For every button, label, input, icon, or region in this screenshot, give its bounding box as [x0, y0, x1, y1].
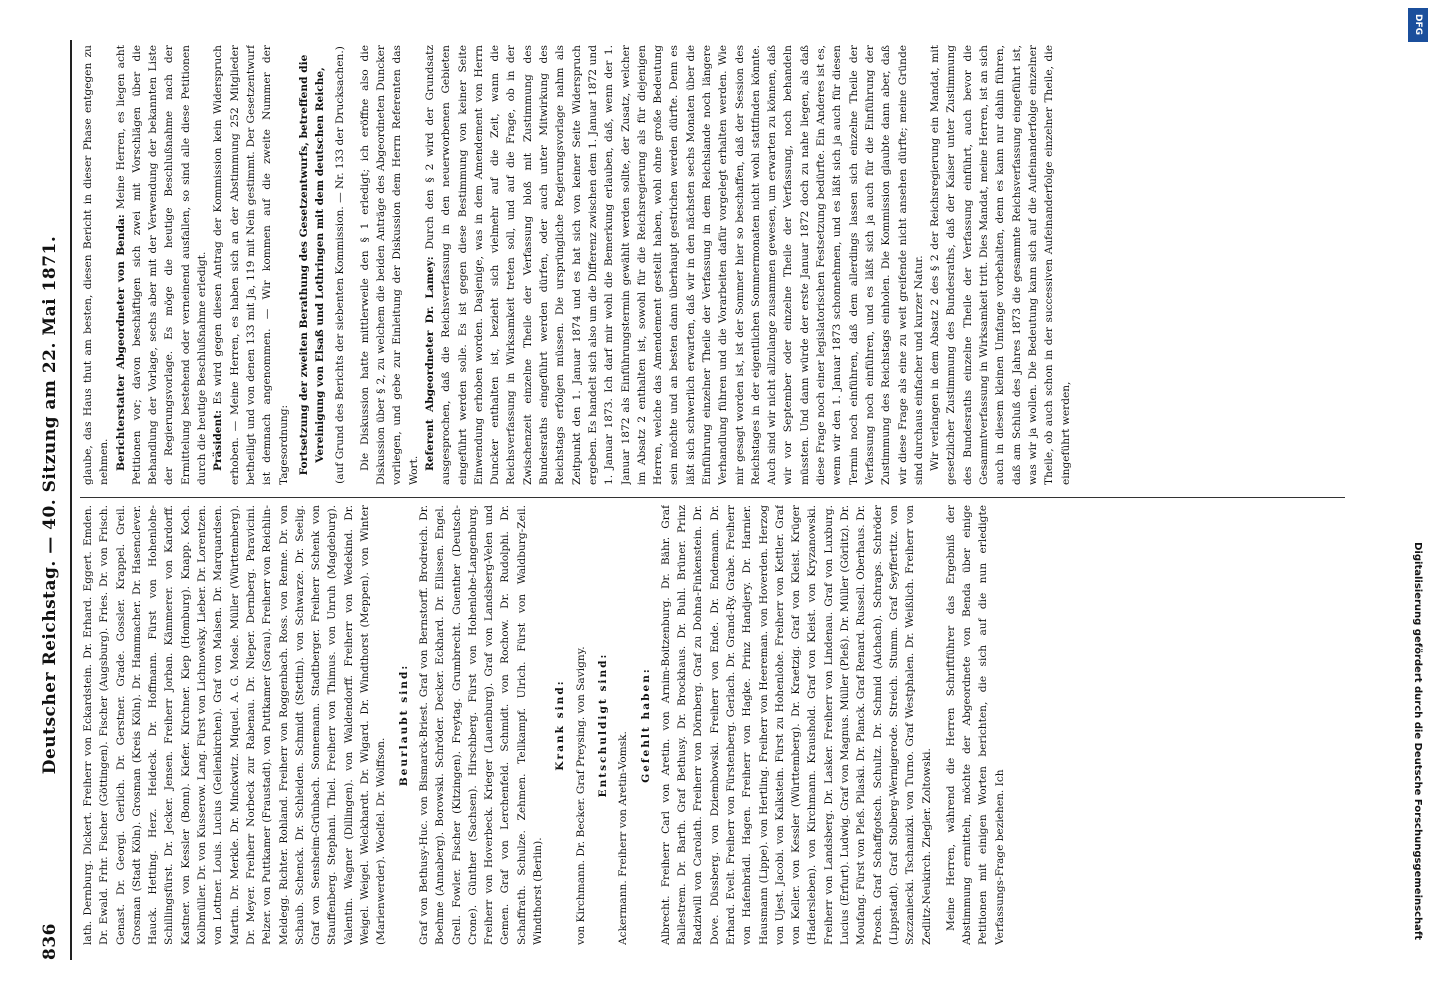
- paragraph-benda: [113, 45, 211, 485]
- agenda-reference: (auf Grund des Berichts der siebenten Kommission. — Nr. 133 der Drucksachen.): [334, 46, 347, 484]
- leave-members-list: Graf von Bethusy-Huc. von Bismarck-Briest. Graf von Bernstorff. Brodreich. Dr. Boehme (Annaberg). Borowski. Schröder. Decker. Eckhard. Dr. Ellissen. Engel. Grell. Fowler. Fischer (Kitzingen). Freytag. Grumbrecht. Guenther (Deutsch-Crone). Günther (Sachsen). Hirschberg. Fürst von Hohenlohe-Langenburg. Freiherr von Hoverbeck. Krieger (Lauenburg). Graf von Landsberg-Velen und Gemen. Graf von Lerchenfeld. Schmidt. von Rochow. Dr. Rudolphi. Dr. Schaffrath. Schulze. Zehmen. Tellkampf. Ulrich. Fürst von Waldburg-Zeil. Windthorst (Berlin).: [417, 505, 545, 945]
- section-heading-absent: Gefehlt haben:: [639, 667, 652, 783]
- running-title: Deutscher Reichstag. — 40. Sitzung am 22. Mai 1871.: [40, 235, 60, 775]
- paragraph-mandate: Wir verlangen in dem Absatz 2 des § 2 der Reichsregierung ein Mandat, mit gesetzlicher Zustimmung des Bundesraths, daß der Kaiser unter Zustimmung des Bundesraths einzelne Theile der Verfassung einführt, auch bevor die Gesammtverfassung in Wirksamkeit tritt. Dies Mandat, meine Herren, ist an sich auch in diesem kleinen Umfange vorbehalten, denn es kann nur dahin führen, daß am Schluß des Jahres 1873 die gesammte Reichsverfassung eingeführt ist, was wir ja wollen. Die Bedeutung kann sich auf die Aufeinanderfolge einzelner Theile, ob auch schon in der successiven Aufeinanderfolge einzelner Theile, die eingeführt werden,: [929, 45, 1072, 485]
- digitization-stamp: [1406, 0, 1428, 1000]
- paragraph-lamey: [422, 45, 927, 485]
- speaker-lamey: Referent Abgeordneter Dr. Lamey:: [423, 256, 436, 471]
- paragraph-president: [210, 45, 291, 485]
- page-number: 836: [40, 923, 60, 960]
- right-column: [80, 45, 1350, 485]
- speech-benda: Meine Herren, es liegen acht Petitionen vor; davon beschäftigen sich zwei mit Vorschlägen über die Behandlung der Vorlage, sechs aber mit der Verwendung der bekannten Liste der Regierungsvorlage. Es möge die heutige Beschlußnahme nach der Ermittelung bestehend oder verneinend ausfallen, so sind alle diese Petitionen durch die heutige Beschlußnahme erledigt.: [114, 45, 209, 485]
- excused-members-list: Ackermann. Freiherr von Aretin-Vomsk.: [617, 731, 630, 945]
- section-heading-excused: Entschuldigt sind:: [596, 652, 609, 798]
- paragraph-discussion: Die Diskussion hatte mittlerweile den § 1 erledigt; ich eröffne also die Diskussion über § 2, zu welchem die beiden Anträge des Abgeordneten Duncker vorliegen, und gebe zur Einleitung der Diskussion dem Herrn Referenten das Wort.: [358, 45, 420, 485]
- section-heading-leave: Beurlaubt sind:: [397, 663, 410, 787]
- section-heading-ill: Krank sind:: [554, 679, 567, 771]
- dfg-logo: DFG: [1408, 8, 1428, 42]
- digitization-credit: Digitalisierung gefördert durch die Deutsche Forschungsgemeinschaft: [1412, 542, 1423, 940]
- closing-paragraph: Meine Herren, während die Herren Schriftführer das Ergebniß der Abstimmung ermitteln, möchte der Abgeordnete von Benda über einige Petitionen mit einigen Worten berichten, die sich auf die nun erledigte Verfassungs-Frage beziehen. Ich: [944, 505, 1006, 945]
- left-column: [80, 505, 1350, 945]
- speech-president: Es wird gegen diesen Antrag der Kommission kein Widerspruch erhoben. — Meine Herren, es haben sich an der Abstimmung 252 Mitglieder betheiligt und von denen 133 mit Ja, 119 mit Nein gestimmt. Der Gesetzentwurf ist demnach angenommen. — Wir kommen auf die zweite Nummer der Tagesordnung:: [212, 45, 290, 485]
- speech-lamey: Durch den § 2 wird der Grundsatz ausgesprochen, daß die Reichsverfassung in den neuerworbenen Gebieten eingeführt werden solle. Es ist gegen diese Bestimmung von keiner Seite Einwendung erhoben worden. Dasjenige, was in dem Amendement von Herrn Duncker enthalten ist, bezieht sich vielmehr auf die Zeit, wann die Reichsverfassung in Wirksamkeit treten soll, und auf die Frage, ob in der Zwischenzeit einzelne Theile der Verfassung bloß mit Zustimmung des Bundesraths eingeführt werden dürfen, oder auch unter Mitwirkung des Reichstags erfolgen müssen. Die ursprüngliche Regierungsvorlage nahm als Zeitpunkt den 1. Januar 1874 und es hat sich von keiner Seite Widerspruch ergeben. Es handelt sich also um die Differenz zwischen dem 1. Januar 1872 und 1. Januar 1873. Ich darf mir wohl die Bemerkung erlauben, daß, wenn der 1. Januar 1872 als Einführungstermin gewählt werden sollte, der Zusatz, welcher im Absatz 2 enthalten ist, sowohl für die Reichsregierung als für diejenigen Herren, welche das Amendement gestellt haben, wohl ohne große Bedeutung sein möchte und an besten dann überhaupt gestrichen werden dürfte. Denn es läßt sich schwerlich erwarten, daß wir in den nächsten sechs Monaten über die Einführung einzelner Theile der Verfassung in dem Reichslande noch längere Verhandlung führen und die Vorarbeiten dafür vorgelegt erhalten werden. Wie mir gesagt worden ist, ist der Sommer hier so beschaffen, daß der Session des Reichstages in der eigentlichen Sommermonaten nicht wohl stattfinden könnte. Auch sind wir nicht allzulange zusammen gewesen, um erwarten zu können, daß wir vor September oder einzelne Theile der Verfassung, noch behandeln müssten. Und dann würde der erste Januar 1872 doch zu nahe liegen, als daß diese Frage noch einer legislatorischen Festsetzung bedürfte. Ein Anderes ist es, wenn wir den 1. Januar 1873 schonnehmen, und es läßt sich ja auch für diesen Termin noch einführen, daß dem allerdings lassen sich einzelne Theile der Verfassung noch einführen, und es läßt sich ja auch für die Einführung der Zustimmung des Reichstags einholen. Die Kommission glaubte dann aber, daß wir diese Frage als eine zu weit greifende nicht ansehen dürfte; meine Gründe sind durchaus einfacher und kurzer Natur.: [423, 45, 925, 485]
- paragraph-1: glaube, das Haus thut am besten, diesen Bericht in dieser Phase entgegen zu nehmen.: [82, 45, 111, 485]
- absent-members-list: Albrecht. Freiherr Carl von Aretin. von Arnim-Boitzenburg. Dr. Bähr. Graf Ballestrem. Dr. Barth. Graf Bethusy. Dr. Brockhaus. Dr. Buhl. Brüner. Prinz Radziwill von Carolath. Freiherr von Dörnberg. Graf zu Dohna-Finkenstein. Dr. Dove. Düssberg. von Dziembowski. Freiherr von Ende. Dr. Endemann. Dr. Erhard. Evelt. Freiherr von Fürstenberg. Gerlach. Dr. Grand-Ry. Grabe. Freiherr von Hafenbrädl. Hagen. Freiherr von Hagke. Prinz Handjery. Dr. Harnier. Hausmann (Lippe). von Hertling. Freiherr von Heereman. von Hoverden. Herzog von Ujest. Jacobi. von Kalkstein. Fürst zu Hohenlohe. Freiherr von Kettler. Graf von Keller. von Kessler (Württemberg). Dr. Kraetzig. Graf von Kleist. Krüger (Hadersleben). von Kirchmann. Kraushold. Graf von Kleist. von Kryzanowski. Freiherr von Landsberg. Dr. Lasker. Freiherr von Lindenau. Graf von Luxburg. Lucius (Erfurt). Ludwig. Graf von Magnus. Müller (Pleß). Dr. Müller (Görlitz). Dr. Moufang. Fürst von Pleß. Pilaski. Dr. Planck. Graf Renard. Russell. Oberhaus. Dr. Prosch. Graf Schaffgotsch. Schultz. Dr. Schmid (Aichach). Schraps. Schröder (Lippstadt). Graf Stolberg-Wernigerode. Streich. Stumm. Graf Seyffertitz. von Szczaniecki. Tschanizki. von Turno. Graf Westphalen. Dr. Weißlich. Freiherr von Zedlitz-Neukirch. Ziegler. Zoltowski.: [659, 505, 933, 945]
- agenda-heading: Fortsetzung der zweiten Berathung des Gesetzentwurfs, betreffend die Vereinigung von Elsaß und Lothringen mit dem deutschen Reiche,: [297, 54, 327, 476]
- header-rule: [70, 40, 72, 960]
- ill-members-list: von Kirchmann. Dr. Becker. Graf Preysing. von Savigny.: [574, 646, 587, 945]
- speaker-benda: Berichterstatter Abgeordneter von Benda:: [114, 214, 127, 471]
- column-divider: [80, 497, 1345, 498]
- speaker-president: Präsident:: [212, 409, 225, 471]
- page-header: [40, 40, 68, 970]
- present-members-list: lath. Dernburg. Dickert. Freiherr von Eckardstein. Dr. Erhard. Eggert. Emden. Dr. Ewald. Frhr. Fischer (Göttingen). Fischer (Augsburg). Fries. Dr. von Frisch. Genast. Dr. Georgi. Gerlich. Dr. Gerstner. Grade. Gossler. Krappel. Greil. Grosman (Stadt Köln). Grosman (Kreis Köln). Dr. Hammacher. Dr. Hasenclever. Hauck. Hetting. Herz. Heideck. Dr. Hoffmann. Fürst von Hohenlohe-Schillingsfürst. Dr. Jecker. Jensen. Freiherr Jorban. Kämmerer. von Kardorff. Kastner. von Kessler (Bonn). Kiefer. Kirchner. Kiep (Homburg). Knapp. Koch. Kolbmüller. Dr. von Kusserow. Lang. Fürst von Lichnowsky. Lieber. Dr. Lorentzen. von Lottner. Louis. Lucius (Geilenkirchen). Graf von Malsen. Dr. Marquardsen. Martin. Dr. Merkle. Dr. Minckwitz. Miquel. A. G. Mosle. Müller (Württemberg). Dr. Meyer. Freiherr Norbeck zur Rabenau. Dr. Nieper. Dernberg. Paravicini. Pelzer. von Puttkamer (Fraustadt). von Puttkamer (Sorau). Freiherr von Reichlin-Meldegg. Richter. Rohland. Freiherr von Roggenbach. Ross. von Renne. Dr. von Schaub. Schenck. Dr. Schleiden. Schmidt (Stettin). von Schwarze. Dr. Seelig. Graf von Sensheim-Grünbach. Sonnemann. Stadtberger. Freiherr Schenk von Stauffenberg. Stephani. Thiel. Freiherr von Thimus. von Unruh (Magdeburg). Valentin. Wagner (Dillingen). von Waldendorff. Freiherr von Wedekind. Dr. Weigel. Weigel. Welckhardt. Dr. Wigard. Dr. Windthorst (Meppen). von Winter (Marienwerder). Woelfel. Dr. Wolffson.: [82, 505, 388, 945]
